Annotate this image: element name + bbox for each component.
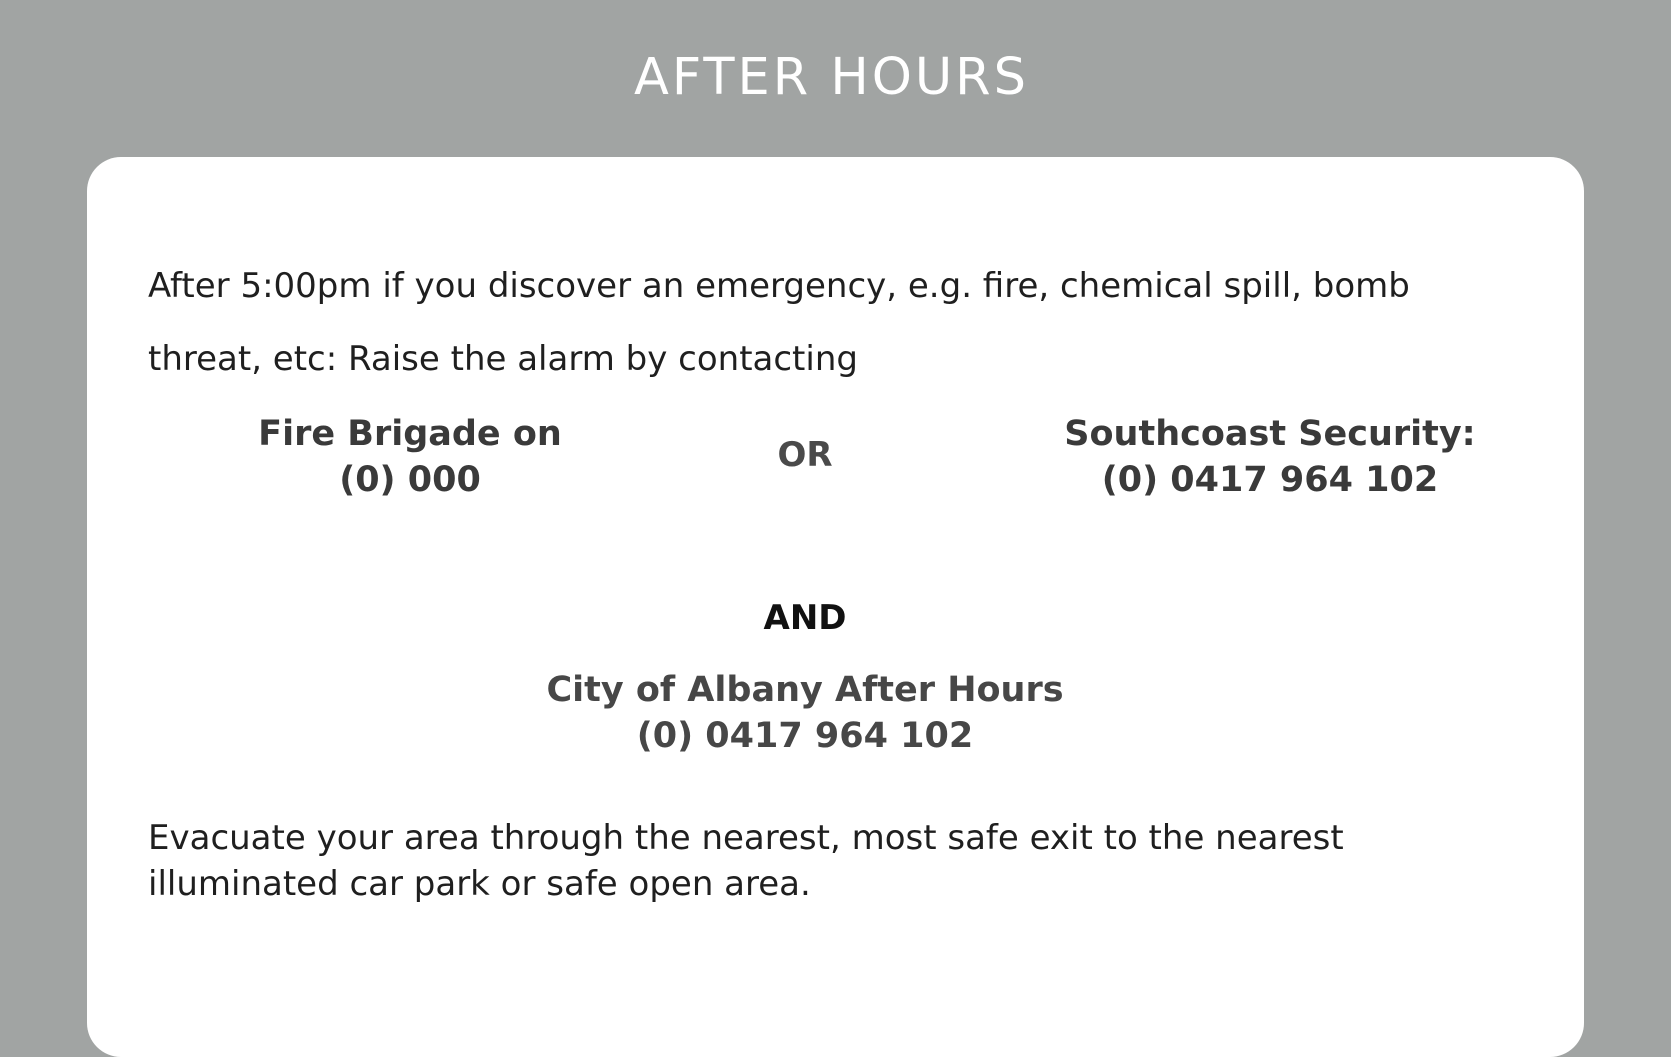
or-separator: OR xyxy=(777,435,833,475)
security-number: (0) 0417 964 102 xyxy=(1101,460,1439,500)
page-title: AFTER HOURS xyxy=(634,48,1029,107)
security-contact xyxy=(1020,411,1520,503)
albany-contact xyxy=(500,667,1110,759)
albany-number: (0) 0417 964 102 xyxy=(636,716,974,756)
intro-paragraph: After 5:00pm if you discover an emergency, e.g. fire, chemical spill, bomb threat, etc: Raise the alarm by contacting xyxy=(148,266,1410,379)
fire-brigade-contact xyxy=(210,411,610,503)
and-separator: AND xyxy=(763,598,847,638)
security-label: Southcoast Security: xyxy=(1064,414,1476,454)
albany-label: City of Albany After Hours xyxy=(546,670,1064,710)
evacuate-paragraph: Evacuate your area through the nearest, most safe exit to the nearest illuminated car park or safe open area. xyxy=(148,818,1344,904)
fire-brigade-label: Fire Brigade on xyxy=(258,414,562,454)
fire-brigade-number: (0) 000 xyxy=(339,460,481,500)
